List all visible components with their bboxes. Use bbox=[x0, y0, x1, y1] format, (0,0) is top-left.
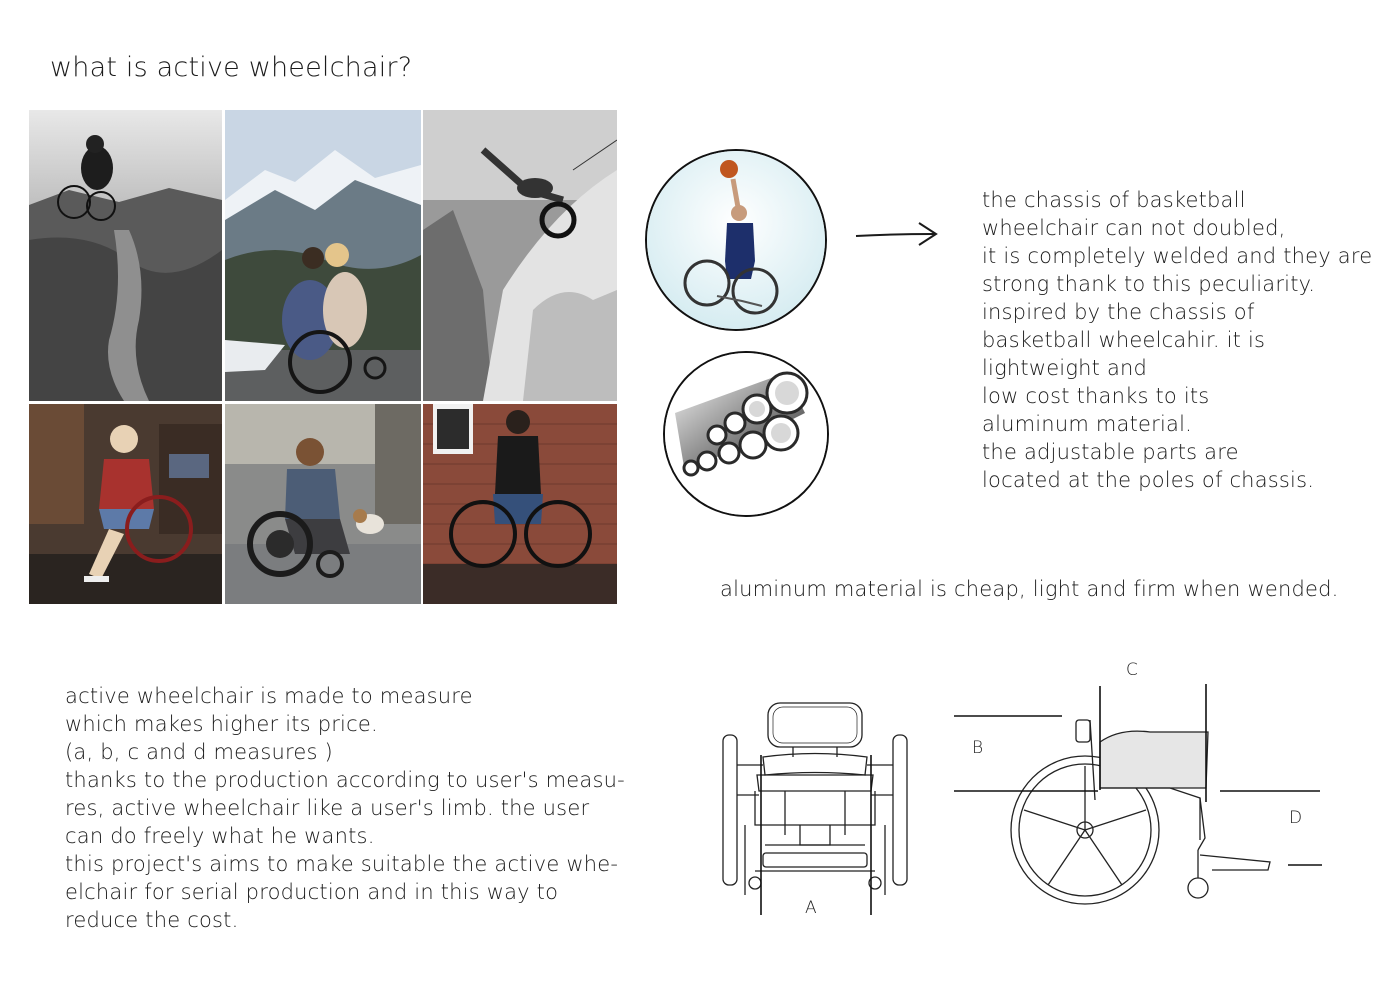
basketball-icon bbox=[720, 160, 738, 178]
text-line: reduce the cost. bbox=[65, 908, 239, 932]
text-line: thanks to the production according to user's measu- bbox=[65, 768, 625, 792]
text-line: inspired by the chassis of bbox=[982, 300, 1255, 324]
boy-with-dog-photo bbox=[225, 404, 421, 604]
text-line: the chassis of basketball bbox=[982, 188, 1246, 212]
text-line: aluminum material. bbox=[982, 412, 1192, 436]
wheelchair-climbing-photo bbox=[423, 110, 617, 401]
measure-label-a: A bbox=[805, 898, 817, 918]
basketball-chassis-paragraph bbox=[982, 186, 1372, 494]
text-line: wheelchair can not doubled, bbox=[982, 216, 1286, 240]
text-line: lightweight and bbox=[982, 356, 1148, 380]
aluminum-note: aluminum material is cheap, light and firm when wended. bbox=[720, 577, 1339, 601]
text-line: can do freely what he wants. bbox=[65, 824, 375, 848]
text-line: located at the poles of chassis. bbox=[982, 468, 1315, 492]
text-line: which makes higher its price. bbox=[65, 712, 378, 736]
woman-brick-wall-photo bbox=[423, 404, 617, 604]
text-line: res, active wheelchair like a user's limb. the user bbox=[65, 796, 590, 820]
measure-label-d: D bbox=[1289, 808, 1303, 828]
couple-mountains-photo bbox=[225, 110, 421, 401]
wheelchair-side-view-drawing bbox=[950, 680, 1330, 910]
woman-plaid-shirt-photo bbox=[29, 404, 222, 604]
text-line: (a, b, c and d measures ) bbox=[65, 740, 333, 764]
basketball-player-circle bbox=[645, 149, 827, 331]
text-line: the adjustable parts are bbox=[982, 440, 1239, 464]
wheelchair-front-view-drawing bbox=[715, 695, 915, 925]
text-line: low cost thanks to its bbox=[982, 384, 1210, 408]
text-line: it is completely welded and they are bbox=[982, 244, 1373, 268]
text-line: this project's aims to make suitable the active whe- bbox=[65, 852, 619, 876]
arrow-right-icon bbox=[853, 220, 941, 250]
page-title: what is active wheelchair? bbox=[50, 52, 413, 83]
aluminum-tubes-circle bbox=[663, 351, 829, 517]
text-line: strong thank to this peculiarity. bbox=[982, 272, 1316, 296]
made-to-measure-paragraph bbox=[65, 682, 625, 934]
text-line: elchair for serial production and in this way to bbox=[65, 880, 559, 904]
measure-label-c: C bbox=[1126, 660, 1139, 680]
text-line: basketball wheelcahir. it is bbox=[982, 328, 1266, 352]
photo-grid bbox=[29, 110, 617, 604]
text-line: active wheelchair is made to measure bbox=[65, 684, 473, 708]
measure-label-b: B bbox=[972, 738, 984, 758]
wheelchair-skydiving-photo bbox=[29, 110, 222, 401]
